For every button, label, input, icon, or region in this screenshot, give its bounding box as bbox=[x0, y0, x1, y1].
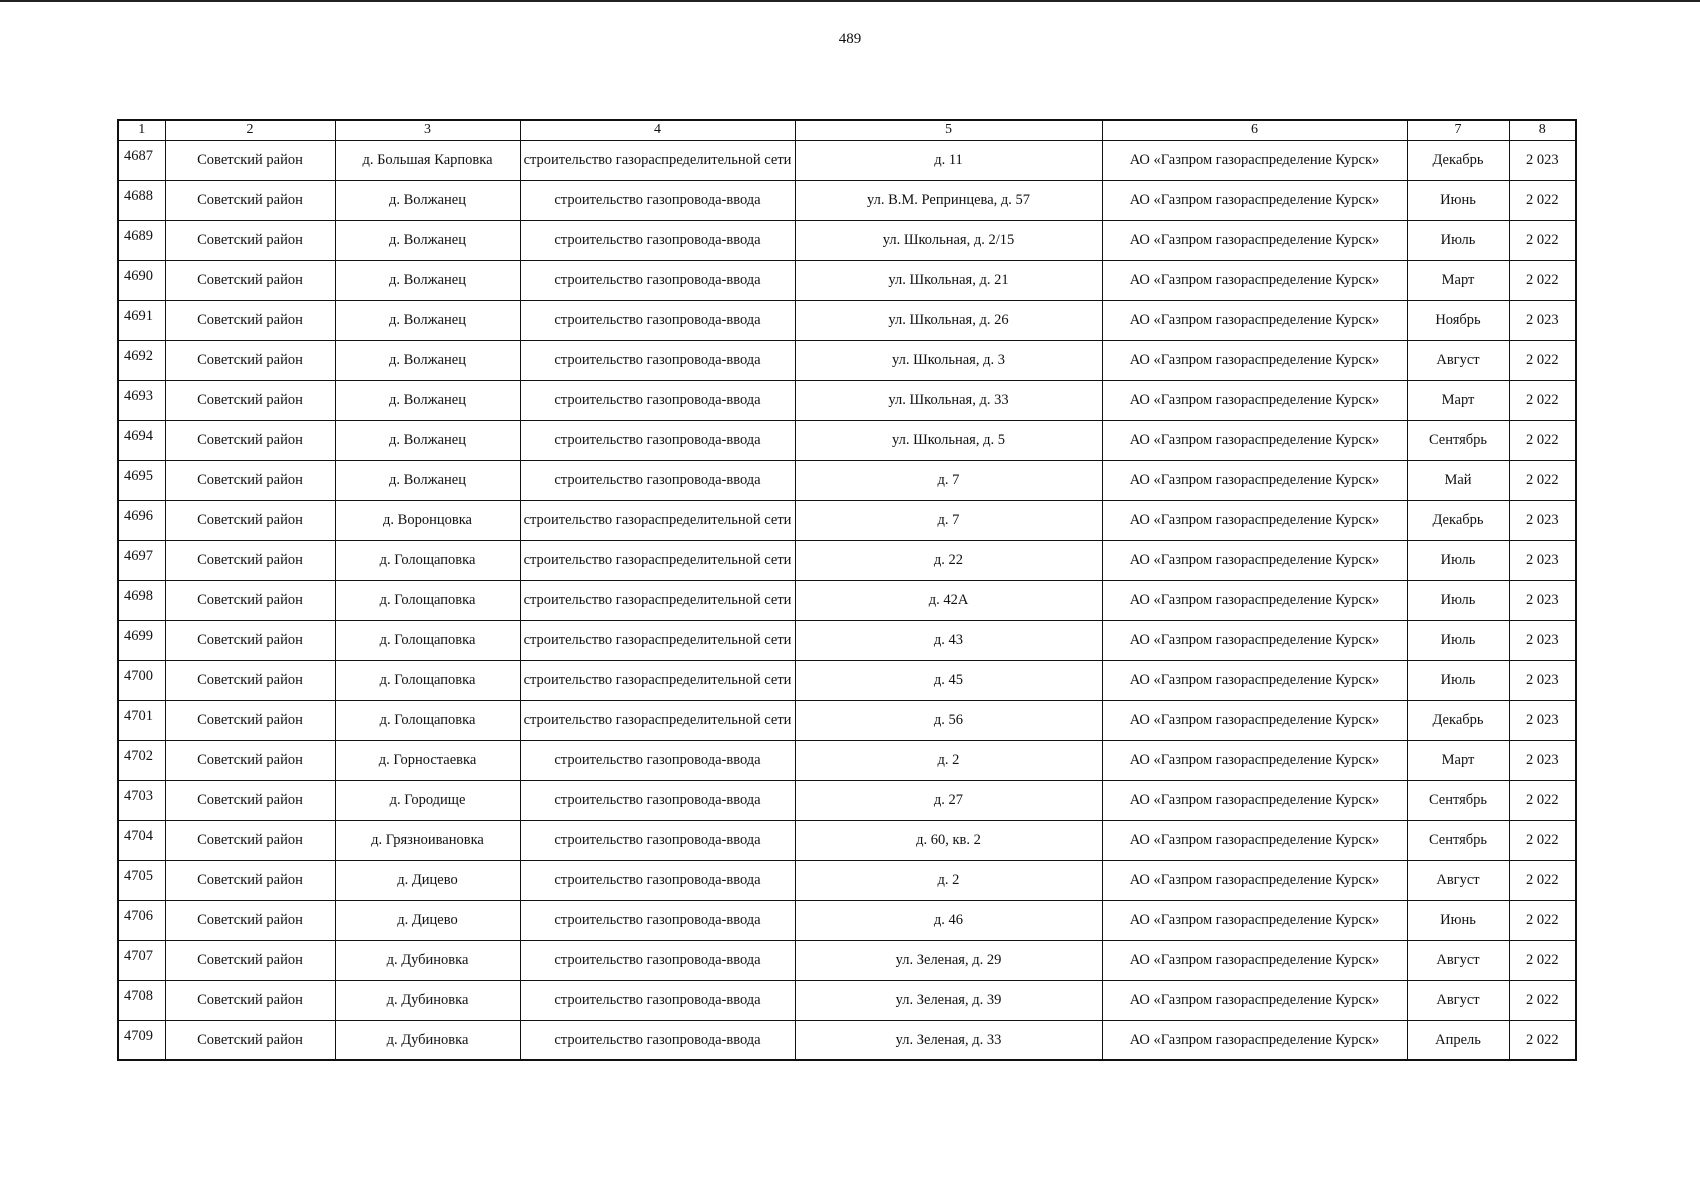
cell-col-settlement: д. Волжанец bbox=[335, 300, 520, 340]
table-row bbox=[118, 740, 1576, 780]
cell-col-settlement: д. Дицево bbox=[335, 900, 520, 940]
header-col-address: 5 bbox=[795, 120, 1102, 140]
cell-col-settlement: д. Волжанец bbox=[335, 180, 520, 220]
cell-col-work-type: строительство газопровода-ввода bbox=[520, 780, 795, 820]
cell-col-year: 2 022 bbox=[1509, 380, 1576, 420]
cell-col-district: Советский район bbox=[165, 740, 335, 780]
cell-col-month: Сентябрь bbox=[1407, 780, 1509, 820]
cell-col-district: Советский район bbox=[165, 420, 335, 460]
cell-col-year: 2 023 bbox=[1509, 660, 1576, 700]
table-row bbox=[118, 620, 1576, 660]
cell-col-organization: АО «Газпром газораспределение Курск» bbox=[1102, 220, 1407, 260]
cell-col-district: Советский район bbox=[165, 540, 335, 580]
header-col-settlement: 3 bbox=[335, 120, 520, 140]
cell-col-district: Советский район bbox=[165, 580, 335, 620]
cell-col-organization: АО «Газпром газораспределение Курск» bbox=[1102, 140, 1407, 180]
table-row bbox=[118, 340, 1576, 380]
table-row bbox=[118, 700, 1576, 740]
cell-col-month: Июнь bbox=[1407, 180, 1509, 220]
table-row bbox=[118, 540, 1576, 580]
header-col-month: 7 bbox=[1407, 120, 1509, 140]
cell-col-settlement: д. Дубиновка bbox=[335, 980, 520, 1020]
cell-col-month: Декабрь bbox=[1407, 700, 1509, 740]
cell-col-work-type: строительство газопровода-ввода bbox=[520, 380, 795, 420]
cell-col-address: ул. Школьная, д. 26 bbox=[795, 300, 1102, 340]
cell-col-number: 4689 bbox=[118, 220, 165, 260]
cell-col-work-type: строительство газораспределительной сети bbox=[520, 540, 795, 580]
cell-col-settlement: д. Грязноивановка bbox=[335, 820, 520, 860]
cell-col-district: Советский район bbox=[165, 780, 335, 820]
cell-col-address: д. 42А bbox=[795, 580, 1102, 620]
cell-col-month: Июль bbox=[1407, 620, 1509, 660]
cell-col-number: 4696 bbox=[118, 500, 165, 540]
cell-col-work-type: строительство газопровода-ввода bbox=[520, 220, 795, 260]
cell-col-settlement: д. Волжанец bbox=[335, 260, 520, 300]
cell-col-district: Советский район bbox=[165, 300, 335, 340]
cell-col-settlement: д. Горностаевка bbox=[335, 740, 520, 780]
cell-col-address: д. 7 bbox=[795, 500, 1102, 540]
cell-col-settlement: д. Волжанец bbox=[335, 460, 520, 500]
cell-col-work-type: строительство газопровода-ввода bbox=[520, 820, 795, 860]
cell-col-year: 2 022 bbox=[1509, 900, 1576, 940]
table-row bbox=[118, 260, 1576, 300]
cell-col-district: Советский район bbox=[165, 340, 335, 380]
cell-col-organization: АО «Газпром газораспределение Курск» bbox=[1102, 540, 1407, 580]
cell-col-year: 2 022 bbox=[1509, 420, 1576, 460]
cell-col-organization: АО «Газпром газораспределение Курск» bbox=[1102, 700, 1407, 740]
cell-col-settlement: д. Воронцовка bbox=[335, 500, 520, 540]
cell-col-address: д. 27 bbox=[795, 780, 1102, 820]
header-col-number: 1 bbox=[118, 120, 165, 140]
cell-col-settlement: д. Волжанец bbox=[335, 380, 520, 420]
top-border-line bbox=[0, 0, 1700, 2]
page-number: 489 bbox=[838, 31, 862, 47]
cell-col-work-type: строительство газопровода-ввода bbox=[520, 300, 795, 340]
cell-col-address: ул. Школьная, д. 2/15 bbox=[795, 220, 1102, 260]
cell-col-month: Август bbox=[1407, 940, 1509, 980]
cell-col-address: ул. Зеленая, д. 29 bbox=[795, 940, 1102, 980]
cell-col-number: 4701 bbox=[118, 700, 165, 740]
cell-col-district: Советский район bbox=[165, 980, 335, 1020]
cell-col-organization: АО «Газпром газораспределение Курск» bbox=[1102, 860, 1407, 900]
cell-col-address: ул. Зеленая, д. 39 bbox=[795, 980, 1102, 1020]
cell-col-month: Июль bbox=[1407, 580, 1509, 620]
table-row bbox=[118, 980, 1576, 1020]
cell-col-district: Советский район bbox=[165, 820, 335, 860]
cell-col-month: Август bbox=[1407, 980, 1509, 1020]
cell-col-district: Советский район bbox=[165, 180, 335, 220]
cell-col-address: д. 60, кв. 2 bbox=[795, 820, 1102, 860]
cell-col-month: Сентябрь bbox=[1407, 420, 1509, 460]
cell-col-work-type: строительство газопровода-ввода bbox=[520, 860, 795, 900]
cell-col-year: 2 023 bbox=[1509, 620, 1576, 660]
cell-col-address: ул. Школьная, д. 21 bbox=[795, 260, 1102, 300]
cell-col-district: Советский район bbox=[165, 220, 335, 260]
cell-col-work-type: строительство газораспределительной сети bbox=[520, 500, 795, 540]
cell-col-district: Советский район bbox=[165, 700, 335, 740]
cell-col-organization: АО «Газпром газораспределение Курск» bbox=[1102, 740, 1407, 780]
cell-col-organization: АО «Газпром газораспределение Курск» bbox=[1102, 340, 1407, 380]
cell-col-address: ул. Школьная, д. 33 bbox=[795, 380, 1102, 420]
cell-col-month: Июль bbox=[1407, 540, 1509, 580]
cell-col-organization: АО «Газпром газораспределение Курск» bbox=[1102, 260, 1407, 300]
cell-col-number: 4695 bbox=[118, 460, 165, 500]
cell-col-work-type: строительство газопровода-ввода bbox=[520, 1020, 795, 1060]
cell-col-settlement: д. Дубиновка bbox=[335, 1020, 520, 1060]
table-row bbox=[118, 180, 1576, 220]
cell-col-work-type: строительство газопровода-ввода bbox=[520, 180, 795, 220]
header-col-year: 8 bbox=[1509, 120, 1576, 140]
cell-col-year: 2 022 bbox=[1509, 260, 1576, 300]
cell-col-work-type: строительство газопровода-ввода bbox=[520, 940, 795, 980]
cell-col-number: 4691 bbox=[118, 300, 165, 340]
cell-col-work-type: строительство газопровода-ввода bbox=[520, 980, 795, 1020]
cell-col-month: Август bbox=[1407, 340, 1509, 380]
cell-col-month: Сентябрь bbox=[1407, 820, 1509, 860]
table-row bbox=[118, 500, 1576, 540]
cell-col-month: Март bbox=[1407, 260, 1509, 300]
cell-col-district: Советский район bbox=[165, 1020, 335, 1060]
cell-col-year: 2 023 bbox=[1509, 300, 1576, 340]
table-row bbox=[118, 300, 1576, 340]
cell-col-settlement: д. Голощаповка bbox=[335, 580, 520, 620]
table-row bbox=[118, 940, 1576, 980]
cell-col-organization: АО «Газпром газораспределение Курск» bbox=[1102, 980, 1407, 1020]
cell-col-number: 4688 bbox=[118, 180, 165, 220]
cell-col-work-type: строительство газопровода-ввода bbox=[520, 460, 795, 500]
cell-col-district: Советский район bbox=[165, 940, 335, 980]
table-row bbox=[118, 780, 1576, 820]
cell-col-year: 2 023 bbox=[1509, 580, 1576, 620]
cell-col-address: д. 22 bbox=[795, 540, 1102, 580]
cell-col-year: 2 022 bbox=[1509, 180, 1576, 220]
cell-col-address: ул. Зеленая, д. 33 bbox=[795, 1020, 1102, 1060]
table-header-row bbox=[118, 120, 1576, 140]
cell-col-year: 2 022 bbox=[1509, 220, 1576, 260]
cell-col-year: 2 023 bbox=[1509, 540, 1576, 580]
cell-col-organization: АО «Газпром газораспределение Курск» bbox=[1102, 380, 1407, 420]
cell-col-month: Апрель bbox=[1407, 1020, 1509, 1060]
cell-col-number: 4706 bbox=[118, 900, 165, 940]
cell-col-year: 2 022 bbox=[1509, 780, 1576, 820]
cell-col-work-type: строительство газопровода-ввода bbox=[520, 740, 795, 780]
cell-col-number: 4698 bbox=[118, 580, 165, 620]
cell-col-work-type: строительство газопровода-ввода bbox=[520, 900, 795, 940]
cell-col-number: 4709 bbox=[118, 1020, 165, 1060]
cell-col-settlement: д. Дубиновка bbox=[335, 940, 520, 980]
cell-col-year: 2 022 bbox=[1509, 460, 1576, 500]
cell-col-organization: АО «Газпром газораспределение Курск» bbox=[1102, 620, 1407, 660]
cell-col-number: 4697 bbox=[118, 540, 165, 580]
cell-col-month: Декабрь bbox=[1407, 140, 1509, 180]
cell-col-work-type: строительство газораспределительной сети bbox=[520, 580, 795, 620]
cell-col-month: Август bbox=[1407, 860, 1509, 900]
cell-col-district: Советский район bbox=[165, 620, 335, 660]
cell-col-work-type: строительство газопровода-ввода bbox=[520, 420, 795, 460]
table-row bbox=[118, 420, 1576, 460]
cell-col-settlement: д. Дицево bbox=[335, 860, 520, 900]
cell-col-month: Июнь bbox=[1407, 900, 1509, 940]
cell-col-organization: АО «Газпром газораспределение Курск» bbox=[1102, 420, 1407, 460]
cell-col-settlement: д. Волжанец bbox=[335, 220, 520, 260]
table-row bbox=[118, 1020, 1576, 1060]
cell-col-district: Советский район bbox=[165, 380, 335, 420]
cell-col-year: 2 023 bbox=[1509, 500, 1576, 540]
cell-col-district: Советский район bbox=[165, 660, 335, 700]
cell-col-address: д. 11 bbox=[795, 140, 1102, 180]
cell-col-month: Декабрь bbox=[1407, 500, 1509, 540]
cell-col-number: 4700 bbox=[118, 660, 165, 700]
header-col-organization: 6 bbox=[1102, 120, 1407, 140]
cell-col-work-type: строительство газораспределительной сети bbox=[520, 660, 795, 700]
cell-col-settlement: д. Голощаповка bbox=[335, 540, 520, 580]
cell-col-district: Советский район bbox=[165, 900, 335, 940]
table-row bbox=[118, 220, 1576, 260]
cell-col-work-type: строительство газопровода-ввода bbox=[520, 340, 795, 380]
table-row bbox=[118, 860, 1576, 900]
cell-col-organization: АО «Газпром газораспределение Курск» bbox=[1102, 500, 1407, 540]
table-row bbox=[118, 900, 1576, 940]
table-row bbox=[118, 660, 1576, 700]
cell-col-number: 4687 bbox=[118, 140, 165, 180]
cell-col-number: 4705 bbox=[118, 860, 165, 900]
cell-col-address: д. 56 bbox=[795, 700, 1102, 740]
cell-col-organization: АО «Газпром газораспределение Курск» bbox=[1102, 900, 1407, 940]
table-row bbox=[118, 140, 1576, 180]
cell-col-month: Март bbox=[1407, 380, 1509, 420]
cell-col-work-type: строительство газораспределительной сети bbox=[520, 620, 795, 660]
cell-col-settlement: д. Городище bbox=[335, 780, 520, 820]
cell-col-year: 2 022 bbox=[1509, 860, 1576, 900]
cell-col-month: Ноябрь bbox=[1407, 300, 1509, 340]
cell-col-organization: АО «Газпром газораспределение Курск» bbox=[1102, 660, 1407, 700]
cell-col-address: д. 2 bbox=[795, 740, 1102, 780]
data-table bbox=[117, 119, 1577, 1061]
cell-col-year: 2 023 bbox=[1509, 140, 1576, 180]
cell-col-number: 4703 bbox=[118, 780, 165, 820]
cell-col-number: 4693 bbox=[118, 380, 165, 420]
cell-col-number: 4702 bbox=[118, 740, 165, 780]
cell-col-year: 2 022 bbox=[1509, 940, 1576, 980]
cell-col-district: Советский район bbox=[165, 500, 335, 540]
cell-col-organization: АО «Газпром газораспределение Курск» bbox=[1102, 940, 1407, 980]
cell-col-address: д. 45 bbox=[795, 660, 1102, 700]
cell-col-number: 4692 bbox=[118, 340, 165, 380]
cell-col-organization: АО «Газпром газораспределение Курск» bbox=[1102, 300, 1407, 340]
cell-col-year: 2 022 bbox=[1509, 980, 1576, 1020]
cell-col-address: д. 46 bbox=[795, 900, 1102, 940]
cell-col-year: 2 023 bbox=[1509, 700, 1576, 740]
cell-col-organization: АО «Газпром газораспределение Курск» bbox=[1102, 780, 1407, 820]
cell-col-organization: АО «Газпром газораспределение Курск» bbox=[1102, 180, 1407, 220]
cell-col-organization: АО «Газпром газораспределение Курск» bbox=[1102, 1020, 1407, 1060]
cell-col-month: Март bbox=[1407, 740, 1509, 780]
cell-col-settlement: д. Большая Карповка bbox=[335, 140, 520, 180]
cell-col-number: 4694 bbox=[118, 420, 165, 460]
cell-col-number: 4708 bbox=[118, 980, 165, 1020]
cell-col-settlement: д. Голощаповка bbox=[335, 660, 520, 700]
cell-col-district: Советский район bbox=[165, 860, 335, 900]
cell-col-number: 4704 bbox=[118, 820, 165, 860]
table-row bbox=[118, 580, 1576, 620]
cell-col-settlement: д. Волжанец bbox=[335, 340, 520, 380]
cell-col-organization: АО «Газпром газораспределение Курск» bbox=[1102, 460, 1407, 500]
cell-col-organization: АО «Газпром газораспределение Курск» bbox=[1102, 580, 1407, 620]
cell-col-year: 2 022 bbox=[1509, 340, 1576, 380]
cell-col-year: 2 022 bbox=[1509, 1020, 1576, 1060]
cell-col-address: ул. Школьная, д. 3 bbox=[795, 340, 1102, 380]
cell-col-address: д. 7 bbox=[795, 460, 1102, 500]
cell-col-work-type: строительство газопровода-ввода bbox=[520, 260, 795, 300]
cell-col-settlement: д. Голощаповка bbox=[335, 620, 520, 660]
cell-col-district: Советский район bbox=[165, 140, 335, 180]
cell-col-work-type: строительство газораспределительной сети bbox=[520, 700, 795, 740]
cell-col-month: Июль bbox=[1407, 220, 1509, 260]
cell-col-settlement: д. Волжанец bbox=[335, 420, 520, 460]
cell-col-year: 2 023 bbox=[1509, 740, 1576, 780]
cell-col-district: Советский район bbox=[165, 460, 335, 500]
cell-col-address: д. 43 bbox=[795, 620, 1102, 660]
cell-col-number: 4707 bbox=[118, 940, 165, 980]
cell-col-number: 4699 bbox=[118, 620, 165, 660]
cell-col-work-type: строительство газораспределительной сети bbox=[520, 140, 795, 180]
table-row bbox=[118, 820, 1576, 860]
cell-col-organization: АО «Газпром газораспределение Курск» bbox=[1102, 820, 1407, 860]
cell-col-settlement: д. Голощаповка bbox=[335, 700, 520, 740]
table-row bbox=[118, 380, 1576, 420]
cell-col-district: Советский район bbox=[165, 260, 335, 300]
table-row bbox=[118, 460, 1576, 500]
cell-col-month: Май bbox=[1407, 460, 1509, 500]
cell-col-address: д. 2 bbox=[795, 860, 1102, 900]
cell-col-month: Июль bbox=[1407, 660, 1509, 700]
header-col-work-type: 4 bbox=[520, 120, 795, 140]
cell-col-number: 4690 bbox=[118, 260, 165, 300]
cell-col-address: ул. В.М. Репринцева, д. 57 bbox=[795, 180, 1102, 220]
header-col-district: 2 bbox=[165, 120, 335, 140]
cell-col-address: ул. Школьная, д. 5 bbox=[795, 420, 1102, 460]
cell-col-year: 2 022 bbox=[1509, 820, 1576, 860]
